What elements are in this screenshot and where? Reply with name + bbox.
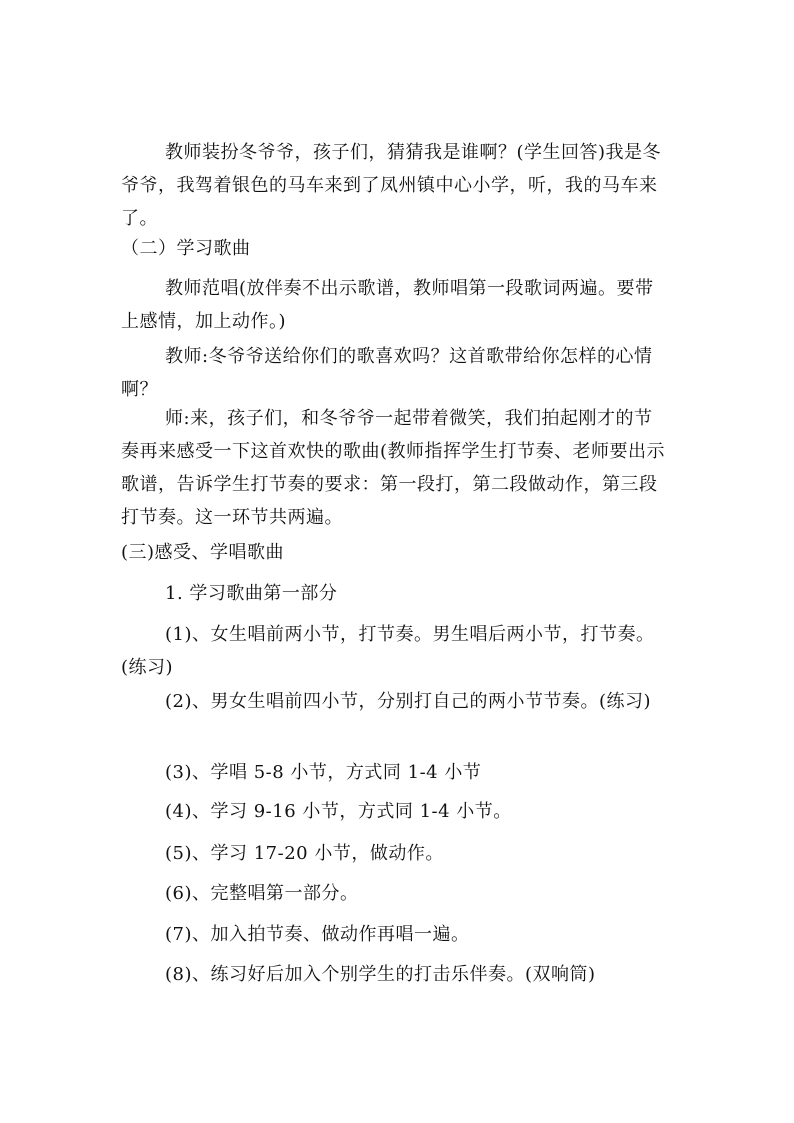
list-item-6: (6)、完整唱第一部分。 xyxy=(165,883,359,904)
list-item-5: (5)、学习 17-20 小节，做动作。 xyxy=(165,843,444,864)
list-item-1: (1)、女生唱前两小节，打节奏。男生唱后两小节，打节奏。(练习) xyxy=(121,624,655,678)
step-heading-1: 1. 学习歌曲第一部分 xyxy=(165,583,338,604)
list-item-8: (8)、练习好后加入个别学生的打击乐伴奏。(双响筒) xyxy=(165,964,596,985)
section-heading-3: (三)感受、学唱歌曲 xyxy=(121,542,285,563)
list-item-2: (2)、男女生唱前四小节，分别打自己的两小节节奏。(练习) xyxy=(165,691,652,712)
list-item-7: (7)、加入拍节奏、做动作再唱一遍。 xyxy=(165,924,470,945)
teacher-demo-paragraph: 教师范唱(放伴奏不出示歌谱，教师唱第一段歌词两遍。要带上感情，加上动作。) xyxy=(121,278,654,332)
rhythm-paragraph: 师:来，孩子们，和冬爷爷一起带着微笑，我们拍起刚才的节奏再来感受一下这首欢快的歌曲(教师指挥学生打节奏、老师要出示歌谱，告诉学生打节奏的要求：第一段打，第二段做动作，第三段打节奏。这一环节共两遍。 xyxy=(121,408,666,528)
intro-paragraph: 教师装扮冬爷爷，孩子们，猜猜我是谁啊？(学生回答)我是冬爷爷，我驾着银色的马车来到了凤州镇中心小学，听，我的马车来了。 xyxy=(121,142,662,229)
list-item-3: (3)、学唱 5-8 小节，方式同 1-4 小节 xyxy=(165,762,482,783)
list-item-4: (4)、学习 9-16 小节，方式同 1-4 小节。 xyxy=(165,801,512,822)
section-heading-2: （二）学习歌曲 xyxy=(121,238,251,259)
teacher-question-paragraph: 教师:冬爷爷送给你们的歌喜欢吗？这首歌带给你怎样的心情啊？ xyxy=(121,346,653,400)
